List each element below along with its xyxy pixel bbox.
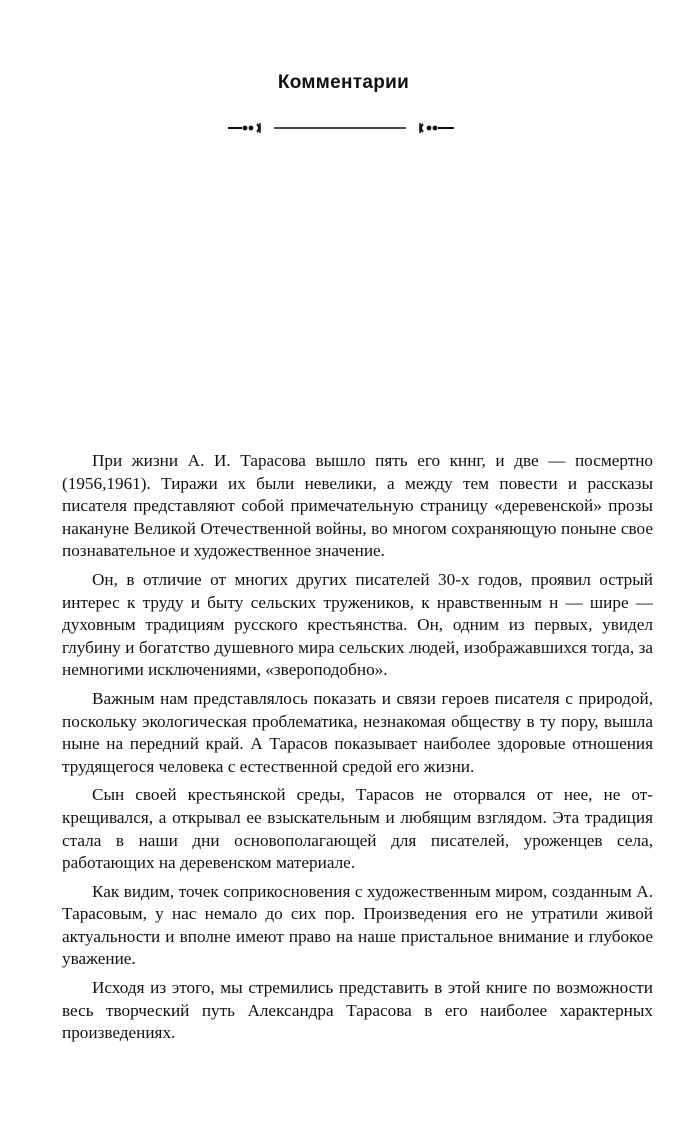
title-ornament [228,120,454,136]
commentary-text [62,450,653,1051]
paragraph: Он, в отличие от многих других писателей 30-х годов, проявил острый интерес к труду и быту сельских тружеников, к нравственным н — шире — духовным традициям русского крестьянства. Он, одним из первых, увидел глубину и богатство душевного мира сельских людей, изображавшихся тогда, за немногими исключениями, «звероподобно». [62,569,653,680]
paragraph: При жизни А. И. Тарасова вышло пять его кннг, и две — посмертно (1956,1961). Тиражи их были невелики, а между тем повести и рассказы писателя представляют собой примечательную страницу «деревенской» прозы накануне Великой Отечественной войны, во многом сохраняющую поныне свое познавательное и художественное значение. [62,451,653,561]
paragraph: Как видим, точек соприкосновения с художественным миром, созданным А. Тарасовым, у нас немало до сих пор. Произведения его не утратили живой актуальности и вполне имеют право на наше пристальное внимание и глубокое уважение. [62,881,653,969]
paragraph: Важным нам представлялось показать и связи героев писателя с природой, поскольку экологическая проблематика, незнакомая обществу в ту пору, вышла ныне на передний край. А Тарасов показывает наиболее здоровые отношения трудящегося человека с естественной средой его жизни. [62,688,653,776]
page-title: Комментарии [277,72,410,93]
paragraph: Сын своей крестьянской среды, Тарасов не оторвался от нее, не открещивался, а открывал ее взыскательным и любящим взглядом. Эта традиция стала в наши дни основополагающей для писателей, уроженцев села, работающих на деревенском материале. [62,785,653,873]
paragraph: Исходя из этого, мы стремились представить в этой книге по возможности весь творческий путь Александра Тарасова в его наиболее характерных произведениях. [62,978,653,1043]
ornament-divider-icon [228,120,454,136]
